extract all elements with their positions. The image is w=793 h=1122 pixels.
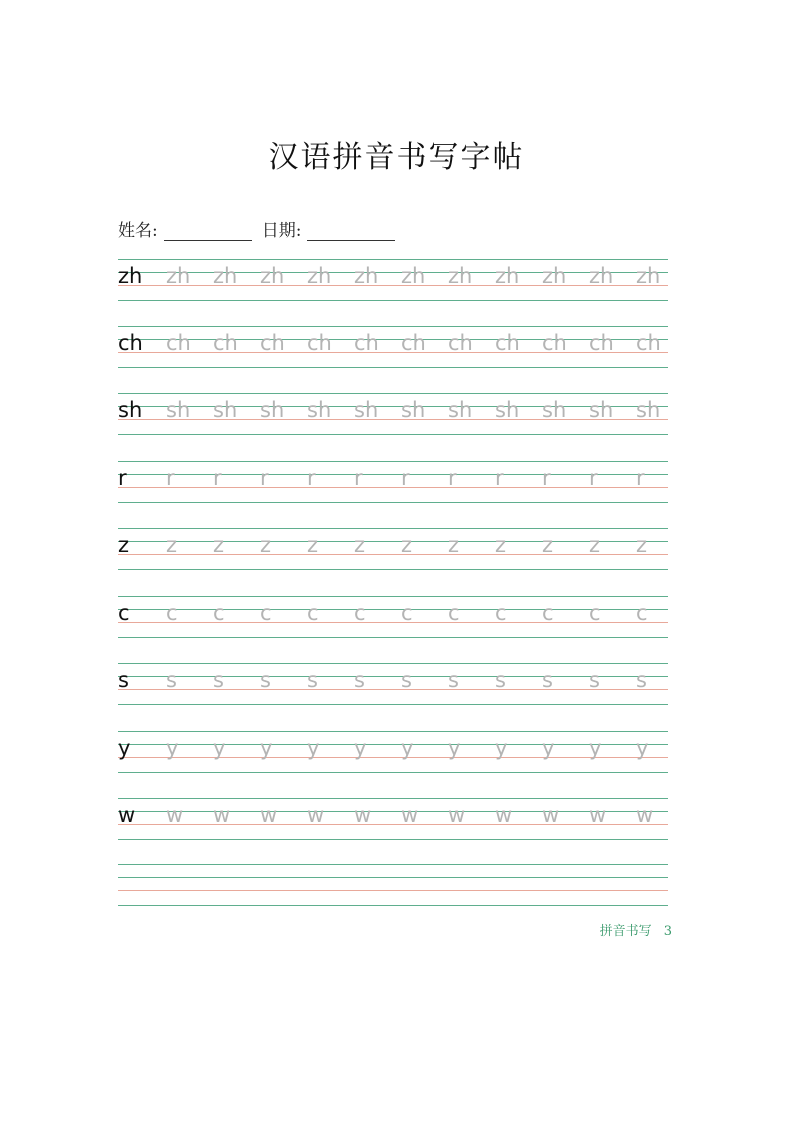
name-blank[interactable] <box>164 222 252 241</box>
guide-line <box>118 609 668 610</box>
guide-line <box>118 596 668 597</box>
guide-line <box>118 367 668 368</box>
trace-letter: z <box>448 533 460 557</box>
footer-label: 拼音书写 <box>599 924 652 939</box>
trace-letter: c <box>213 601 225 625</box>
middle-guide-line <box>118 890 668 891</box>
guide-line <box>118 637 668 638</box>
middle-guide-line <box>118 622 668 623</box>
trace-letter: zh <box>401 264 426 288</box>
trace-letter: ch <box>589 331 614 355</box>
trace-letter: sh <box>213 398 238 422</box>
trace-letter: r <box>213 466 222 490</box>
writing-row <box>118 326 668 368</box>
trace-letter: w <box>354 803 372 827</box>
trace-letter: y <box>448 736 461 760</box>
guide-line <box>118 731 668 732</box>
trace-letter: c <box>166 601 178 625</box>
trace-letter: r <box>307 466 316 490</box>
guide-line <box>118 811 668 812</box>
trace-letter: zh <box>495 264 520 288</box>
trace-letter: r <box>166 466 175 490</box>
trace-letter: s <box>401 668 412 692</box>
trace-letter: y <box>495 736 508 760</box>
guide-line <box>118 502 668 503</box>
trace-letter: r <box>542 466 551 490</box>
trace-letter: s <box>495 668 506 692</box>
page-footer <box>600 920 672 939</box>
trace-letter: z <box>401 533 413 557</box>
trace-letter: ch <box>542 331 567 355</box>
trace-letter: r <box>589 466 598 490</box>
trace-letter: z <box>307 533 319 557</box>
trace-letter: sh <box>307 398 332 422</box>
trace-letter: r <box>354 466 363 490</box>
trace-letter: r <box>260 466 269 490</box>
trace-letter: w <box>260 803 278 827</box>
model-letter: ch <box>118 331 143 355</box>
model-letter: zh <box>118 264 143 288</box>
trace-letter: z <box>166 533 178 557</box>
trace-letter: ch <box>401 331 426 355</box>
trace-letter: s <box>636 668 647 692</box>
model-letter: s <box>118 668 129 692</box>
trace-letter: ch <box>307 331 332 355</box>
trace-letter: s <box>307 668 318 692</box>
trace-letter: w <box>542 803 560 827</box>
guide-line <box>118 272 668 273</box>
guide-line <box>118 300 668 301</box>
trace-letter: r <box>401 466 410 490</box>
trace-letter: zh <box>542 264 567 288</box>
trace-letter: c <box>401 601 413 625</box>
trace-letter: w <box>307 803 325 827</box>
guide-line <box>118 461 668 462</box>
guide-line <box>118 339 668 340</box>
writing-row <box>118 259 668 301</box>
writing-row <box>118 596 668 638</box>
guide-line <box>118 541 668 542</box>
writing-row <box>118 864 668 906</box>
trace-letter: s <box>589 668 600 692</box>
guide-line <box>118 676 668 677</box>
trace-letter: zh <box>354 264 379 288</box>
guide-line <box>118 744 668 745</box>
middle-guide-line <box>118 285 668 286</box>
writing-row <box>118 461 668 503</box>
trace-letter: sh <box>448 398 473 422</box>
trace-letter: ch <box>166 331 191 355</box>
trace-letter: ch <box>354 331 379 355</box>
trace-letter: z <box>542 533 554 557</box>
trace-letter: w <box>166 803 184 827</box>
name-label: 姓名: <box>118 221 158 241</box>
guide-line <box>118 326 668 327</box>
trace-letter: s <box>448 668 459 692</box>
guide-line <box>118 393 668 394</box>
trace-letter: y <box>260 736 273 760</box>
model-letter: y <box>118 736 131 760</box>
trace-letter: w <box>636 803 654 827</box>
trace-letter: c <box>354 601 366 625</box>
page-number: 3 <box>663 924 672 939</box>
trace-letter: s <box>213 668 224 692</box>
trace-letter: zh <box>213 264 238 288</box>
trace-letter: sh <box>542 398 567 422</box>
trace-letter: z <box>354 533 366 557</box>
middle-guide-line <box>118 487 668 488</box>
writing-row <box>118 731 668 773</box>
trace-letter: c <box>495 601 507 625</box>
trace-letter: ch <box>213 331 238 355</box>
trace-letter: z <box>213 533 225 557</box>
guide-line <box>118 569 668 570</box>
trace-letter: w <box>213 803 231 827</box>
trace-letter: y <box>213 736 226 760</box>
trace-letter: r <box>636 466 645 490</box>
trace-letter: w <box>401 803 419 827</box>
trace-letter: w <box>448 803 466 827</box>
model-letter: z <box>118 533 130 557</box>
trace-letter: ch <box>448 331 473 355</box>
trace-letter: c <box>589 601 601 625</box>
trace-letter: y <box>636 736 649 760</box>
trace-letter: c <box>307 601 319 625</box>
trace-letter: sh <box>636 398 661 422</box>
trace-letter: sh <box>260 398 285 422</box>
guide-line <box>118 877 668 878</box>
trace-letter: y <box>307 736 320 760</box>
trace-letter: zh <box>307 264 332 288</box>
trace-letter: c <box>542 601 554 625</box>
trace-letter: y <box>166 736 179 760</box>
trace-letter: w <box>495 803 513 827</box>
writing-row <box>118 798 668 840</box>
trace-letter: ch <box>260 331 285 355</box>
trace-letter: zh <box>636 264 661 288</box>
trace-letter: zh <box>260 264 285 288</box>
date-blank[interactable] <box>307 222 395 241</box>
model-letter: r <box>118 466 127 490</box>
trace-letter: z <box>260 533 272 557</box>
trace-letter: s <box>166 668 177 692</box>
guide-line <box>118 798 668 799</box>
trace-letter: z <box>636 533 648 557</box>
guide-line <box>118 474 668 475</box>
trace-letter: y <box>354 736 367 760</box>
trace-letter: sh <box>589 398 614 422</box>
trace-letter: zh <box>166 264 191 288</box>
middle-guide-line <box>118 419 668 420</box>
model-letter: c <box>118 601 130 625</box>
trace-letter: s <box>354 668 365 692</box>
middle-guide-line <box>118 689 668 690</box>
middle-guide-line <box>118 824 668 825</box>
guide-line <box>118 839 668 840</box>
trace-letter: z <box>495 533 507 557</box>
trace-letter: y <box>542 736 555 760</box>
guide-line <box>118 864 668 865</box>
trace-letter: z <box>589 533 601 557</box>
trace-letter: c <box>636 601 648 625</box>
trace-letter: s <box>542 668 553 692</box>
trace-letter: r <box>448 466 457 490</box>
guide-line <box>118 434 668 435</box>
date-label: 日期: <box>261 221 302 241</box>
guide-line <box>118 704 668 705</box>
trace-letter: w <box>589 803 607 827</box>
trace-letter: y <box>589 736 602 760</box>
trace-letter: y <box>401 736 414 760</box>
trace-letter: zh <box>589 264 614 288</box>
trace-letter: sh <box>401 398 426 422</box>
trace-letter: c <box>260 601 272 625</box>
middle-guide-line <box>118 554 668 555</box>
writing-row <box>118 663 668 705</box>
guide-line <box>118 772 668 773</box>
middle-guide-line <box>118 352 668 353</box>
student-info <box>118 215 405 241</box>
writing-row <box>118 528 668 570</box>
guide-line <box>118 663 668 664</box>
guide-line <box>118 905 668 906</box>
trace-letter: c <box>448 601 460 625</box>
writing-row <box>118 393 668 435</box>
trace-letter: sh <box>166 398 191 422</box>
guide-line <box>118 259 668 260</box>
trace-letter: ch <box>636 331 661 355</box>
trace-letter: ch <box>495 331 520 355</box>
trace-letter: sh <box>354 398 379 422</box>
page-title: 汉语拼音书写字帖 <box>268 140 525 175</box>
guide-line <box>118 406 668 407</box>
trace-letter: r <box>495 466 504 490</box>
trace-letter: s <box>260 668 271 692</box>
model-letter: w <box>118 803 136 827</box>
trace-letter: sh <box>495 398 520 422</box>
trace-letter: zh <box>448 264 473 288</box>
model-letter: sh <box>118 398 143 422</box>
guide-line <box>118 528 668 529</box>
middle-guide-line <box>118 757 668 758</box>
